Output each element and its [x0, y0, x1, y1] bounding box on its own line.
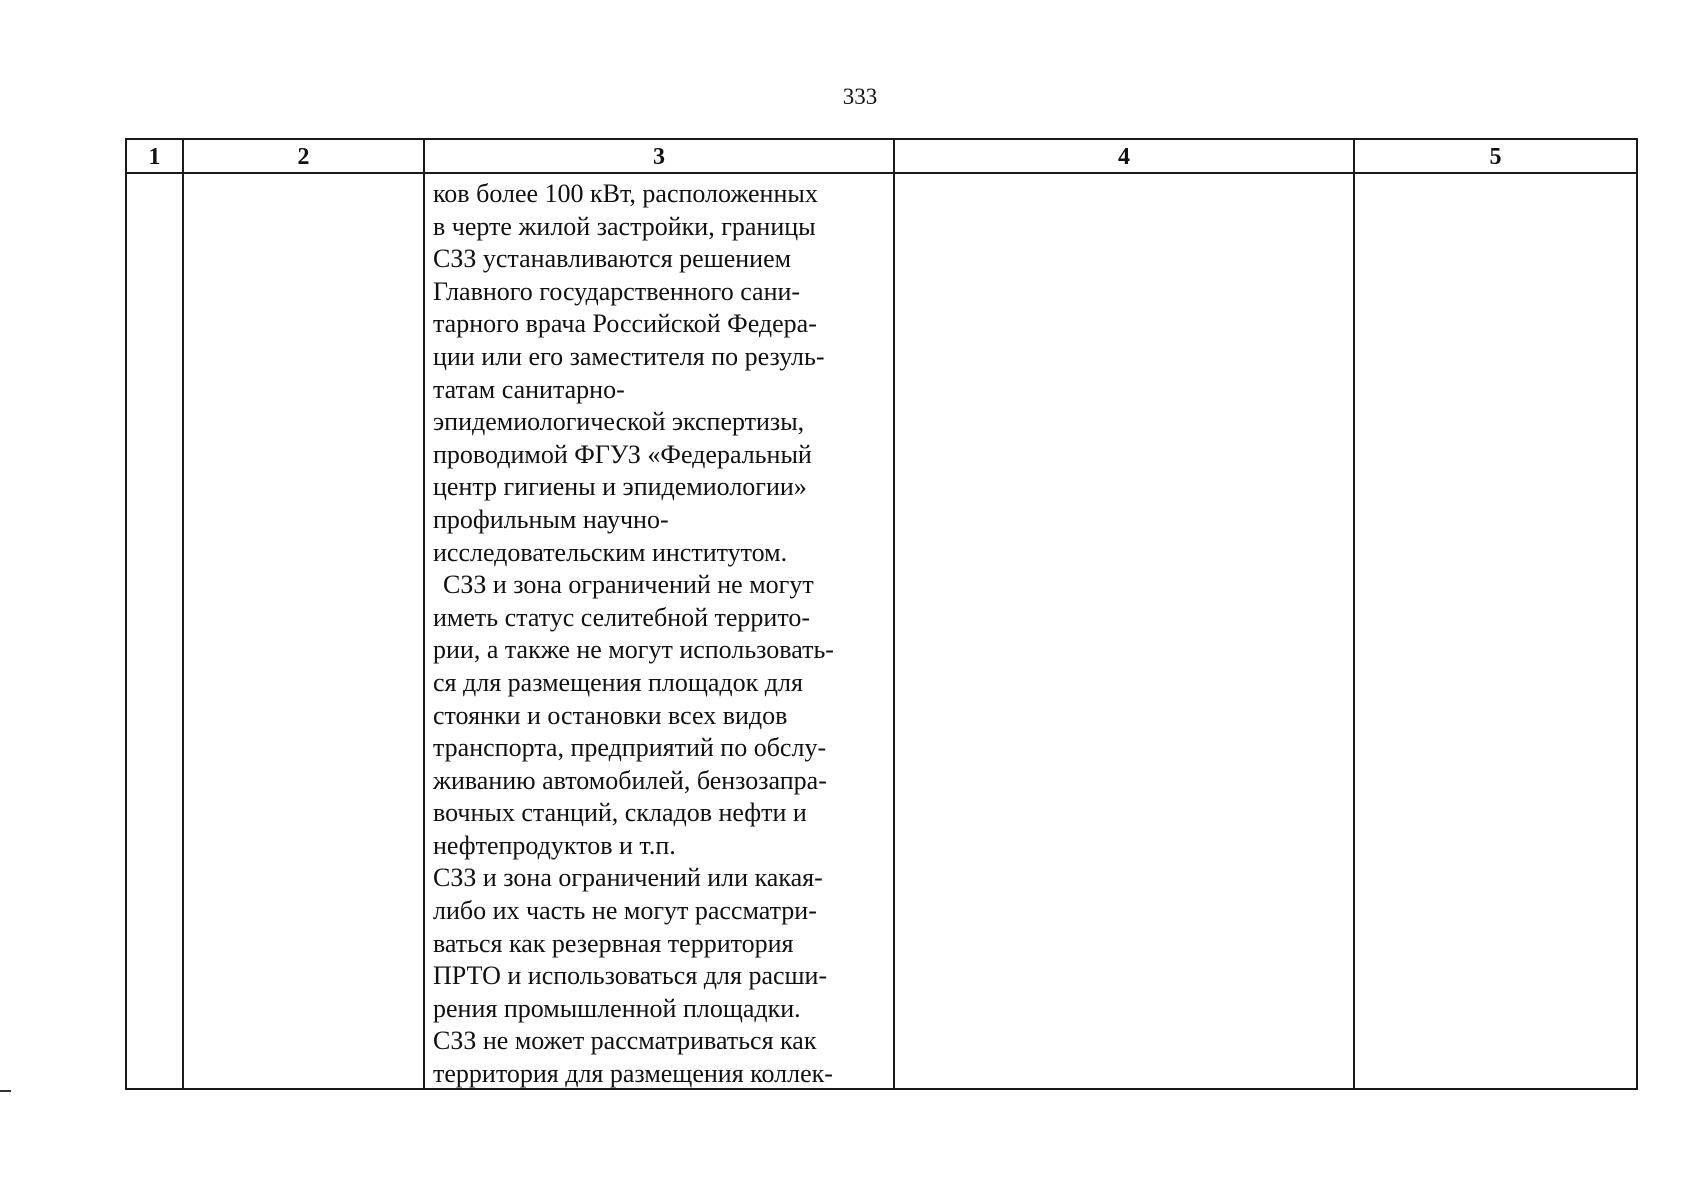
text-line: ПРТО и использоваться для расши-	[433, 961, 828, 991]
text-line: либо их часть не могут рассматри-	[433, 896, 817, 926]
column-divider	[182, 140, 184, 1088]
column-3-text	[425, 174, 893, 1088]
text-line: татам санитарно-	[433, 374, 625, 404]
scan-margin-mark	[0, 1090, 11, 1092]
header-col-5: 5	[1489, 144, 1502, 170]
text-line: живанию автомобилей, бензозапра-	[433, 765, 827, 795]
text-line: тарного врача Российской Федера-	[433, 309, 817, 339]
text-line: рения промышленной площадки.	[433, 993, 801, 1023]
text-line: территория для размещения коллек-	[433, 1059, 833, 1088]
text-line: ков более 100 кВт, расположенных	[433, 179, 818, 208]
text-line: СЗЗ устанавливаются решением	[433, 244, 792, 274]
text-line: рии, а также не могут использовать-	[433, 635, 834, 665]
text-line: вочных станций, складов нефти и	[433, 798, 807, 828]
text-line: Главного государственного сани-	[433, 276, 801, 306]
header-col-2: 2	[297, 144, 310, 170]
text-line: СЗЗ не может рассматриваться как	[433, 1026, 817, 1056]
text-line: центр гигиены и эпидемиологии»	[433, 472, 807, 502]
text-line: ваться как резервная территория	[433, 928, 794, 958]
text-line: СЗЗ и зона ограничений или какая-	[433, 863, 823, 893]
text-line: профильным научно-	[433, 504, 669, 534]
header-col-4: 4	[1118, 144, 1130, 170]
table-header-row	[127, 140, 1636, 174]
text-line: иметь статус селитебной террито-	[433, 602, 811, 632]
text-line: исследовательским институтом.	[433, 537, 788, 567]
text-line: проводимой ФГУЗ «Федеральный	[433, 439, 812, 469]
text-line: ции или его заместителя по резуль-	[433, 341, 825, 371]
text-line: стоянки и остановки всех видов	[433, 700, 788, 730]
column-divider	[1353, 140, 1355, 1088]
column-divider	[893, 140, 895, 1088]
text-line: нефтепродуктов и т.п.	[433, 830, 676, 860]
text-line: эпидемиологической экспертизы,	[433, 407, 805, 437]
text-line: СЗЗ и зона ограничений не могут	[443, 570, 814, 600]
header-col-3: 3	[653, 144, 665, 170]
text-line: в черте жилой застройки, границы	[433, 211, 816, 241]
text-line: ся для размещения площадок для	[433, 667, 803, 697]
header-col-1: 1	[148, 144, 161, 170]
regulation-table	[125, 138, 1638, 1090]
page-number: 333	[842, 84, 878, 109]
text-line: транспорта, предприятий по обслу-	[433, 733, 827, 763]
